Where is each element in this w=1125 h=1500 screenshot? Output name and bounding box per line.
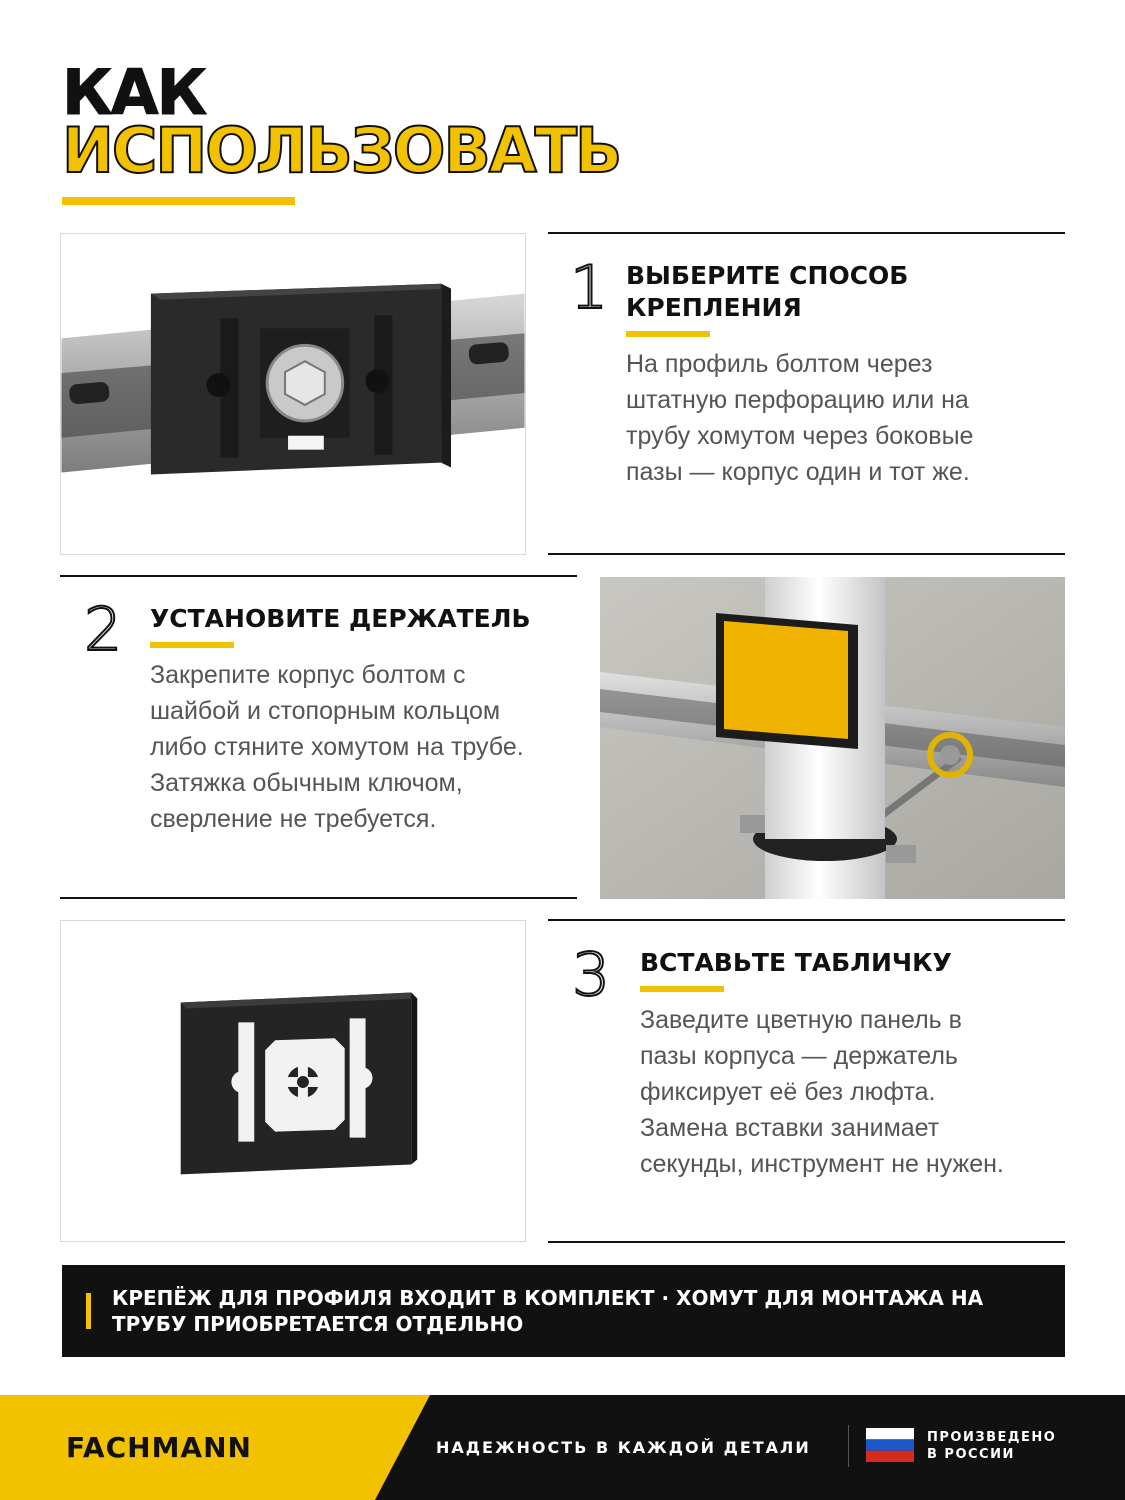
notice-text [112, 1285, 1052, 1337]
step2-heading-underline [150, 642, 234, 648]
step1-heading-underline [626, 331, 710, 337]
step3-heading-line1: ВСТАВЬТЕ ТАБЛИЧКУ [640, 948, 952, 977]
holder-front-illustration [61, 921, 525, 1241]
step2-bottom-rule [60, 897, 577, 899]
step1-heading-line1: ВЫБЕРИТЕ СПОСОБ [626, 261, 909, 290]
step2-heading-line1: УСТАНОВИТЕ ДЕРЖАТЕЛЬ [150, 604, 531, 633]
made-in-russia-label [927, 1429, 1087, 1463]
step3-number: 3 [572, 940, 611, 1010]
step2-text-line: Закрепите корпус болтом с [150, 661, 466, 689]
step2-image [600, 577, 1065, 899]
kit-notice-banner [62, 1265, 1065, 1357]
step1-text-line: трубу хомутом через боковые [626, 422, 974, 450]
step3-text-line: фиксирует её без люфта. [640, 1078, 936, 1106]
step3-text-line: секунды, инструмент не нужен. [640, 1150, 1004, 1178]
page-title-line2: ИСПОЛЬЗОВАТЬ [62, 114, 621, 187]
step1-number: 1 [570, 253, 609, 323]
footer-slogan: НАДЕЖНОСТЬ В КАЖДОЙ ДЕТАЛИ [436, 1438, 811, 1457]
brand-logo: FACHMANN [66, 1431, 252, 1464]
footer [0, 1395, 1125, 1500]
step1-text-line: На профиль болтом через [626, 350, 933, 378]
footer-divider [848, 1425, 849, 1467]
step2-text-line: сверление не требуется. [150, 805, 437, 833]
holder-on-profile-illustration [61, 234, 525, 554]
step1-top-rule [548, 232, 1065, 234]
step1-heading-line2: КРЕПЛЕНИЯ [626, 293, 802, 322]
step2-text-line: Затяжка обычным ключом, [150, 769, 463, 797]
made-line1: ПРОИЗВЕДЕНО [927, 1430, 1057, 1445]
notice-line1: КРЕПЁЖ ДЛЯ ПРОФИЛЯ ВХОДИТ В КОМПЛЕКТ · ХОМУТ ДЛЯ МОНТАЖА НА [112, 1286, 984, 1310]
step1-text-line: штатную перфорацию или на [626, 386, 969, 414]
step1-text-line: пазы — корпус один и тот же. [626, 458, 970, 486]
step3-bottom-rule [548, 1241, 1065, 1243]
step1-image [60, 233, 526, 555]
made-line2: В РОССИИ [927, 1447, 1015, 1462]
step3-text-line: Замена вставки занимает [640, 1114, 940, 1142]
step3-text-line: пазы корпуса — держатель [640, 1042, 958, 1070]
page-title-line1: КАК [62, 56, 206, 129]
title-underline [62, 197, 295, 205]
step2-number: 2 [84, 595, 123, 665]
step2-top-rule [60, 575, 577, 577]
step3-text-line: Заведите цветную панель в [640, 1006, 962, 1034]
step2-text-line: шайбой и стопорным кольцом [150, 697, 501, 725]
holder-on-pipe-photo [600, 577, 1065, 899]
step2-text-line: либо стяните хомутом на трубе. [150, 733, 524, 761]
russia-flag-icon [866, 1428, 914, 1462]
step3-top-rule [548, 919, 1065, 921]
notice-accent-mark [86, 1293, 91, 1329]
step3-heading-underline [640, 986, 724, 992]
step3-image [60, 920, 526, 1242]
notice-line2: ТРУБУ ПРИОБРЕТАЕТСЯ ОТДЕЛЬНО [112, 1312, 524, 1336]
step1-bottom-rule [548, 553, 1065, 555]
